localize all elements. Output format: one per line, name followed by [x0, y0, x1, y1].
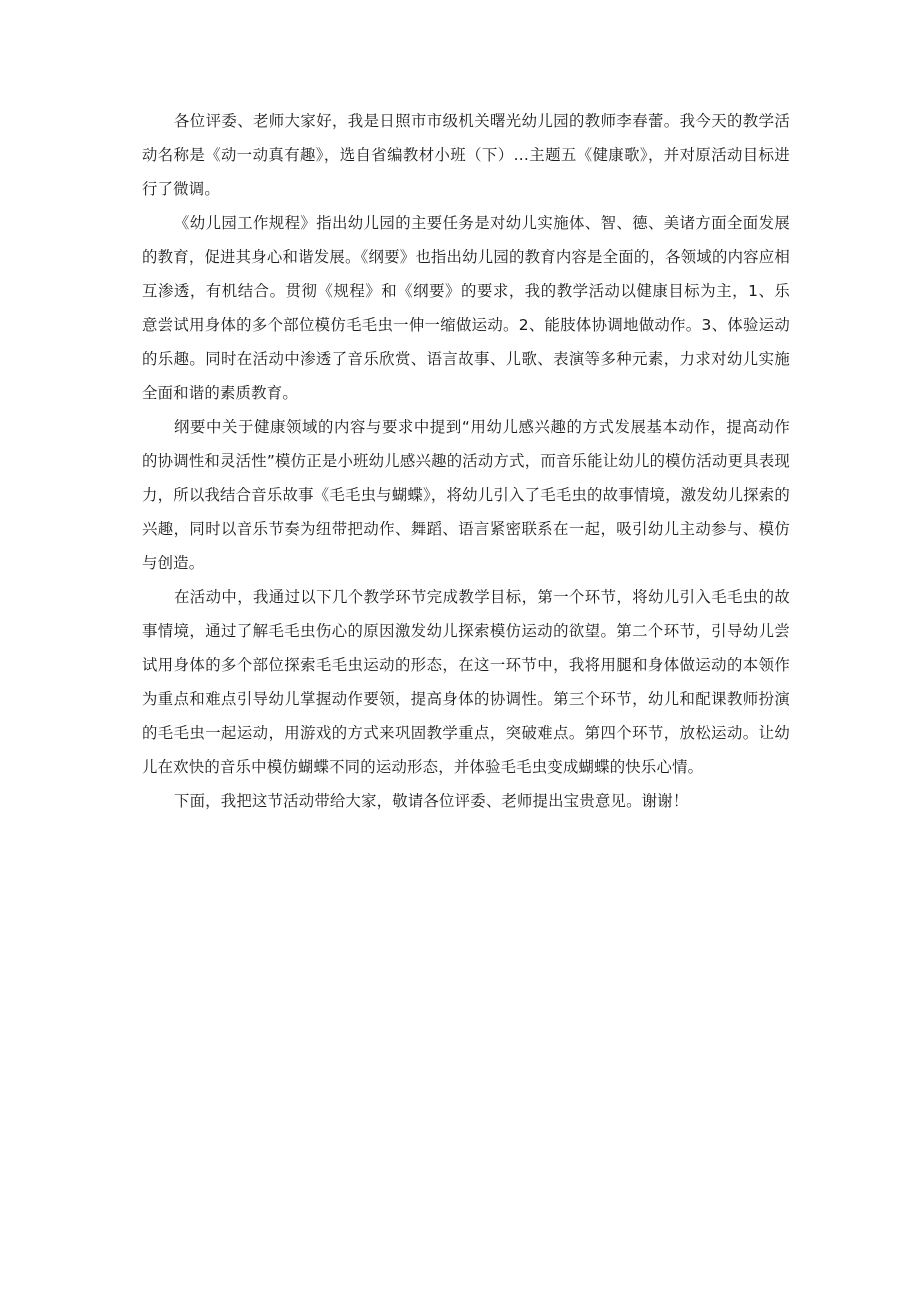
paragraph-health-domain: 纲要中关于健康领域的内容与要求中提到“用幼儿感兴趣的方式发展基本动作，提高动作的协调性和灵活性”模仿正是小班幼儿感兴趣的活动方式，而音乐能让幼儿的模仿活动更具表现力，所以我结合音乐故事《毛毛虫与蝴蝶》，将幼儿引入了毛毛虫的故事情境，激发幼儿探索的兴趣，同时以音乐节奏为纽带把动作、舞蹈、语言紧密联系在一起，吸引幼儿主动参与、模仿与创造。 — [142, 418, 790, 572]
paragraph-closing: 下面，我把这节活动带给大家，敬请各位评委、老师提出宝贵意见。谢谢！ — [174, 792, 689, 810]
document-body — [142, 104, 790, 818]
paragraph-greeting: 各位评委、老师大家好，我是日照市市级机关曙光幼儿园的教师李春蕾。我今天的教学活动名称是《动一动真有趣》，选自省编教材小班（下）…主题五《健康歌》，并对原活动目标进行了微调。 — [142, 112, 790, 198]
paragraph-regulations: 《幼儿园工作规程》指出幼儿园的主要任务是对幼儿实施体、智、德、美诸方面全面发展的教育，促进其身心和谐发展。《纲要》也指出幼儿园的教育内容是全面的，各领域的内容应相互渗透，有机结合。贯彻《规程》和《纲要》的要求，我的教学活动以健康目标为主，1、乐意尝试用身体的多个部位模仿毛毛虫一伸一缩做运动。2、能肢体协调地做动作。3、体验运动的乐趣。同时在活动中渗透了音乐欣赏、语言故事、儿歌、表演等多种元素，力求对幼儿实施全面和谐的素质教育。 — [142, 214, 790, 402]
paragraph-teaching-steps: 在活动中，我通过以下几个教学环节完成教学目标，第一个环节，将幼儿引入毛毛虫的故事情境，通过了解毛毛虫伤心的原因激发幼儿探索模仿运动的欲望。第二个环节，引导幼儿尝试用身体的多个部位探索毛毛虫运动的形态，在这一环节中，我将用腿和身体做运动的本领作为重点和难点引导幼儿掌握动作要领，提高身体的协调性。第三个环节，幼儿和配课教师扮演的毛毛虫一起运动，用游戏的方式来巩固教学重点，突破难点。第四个环节，放松运动。让幼儿在欢快的音乐中模仿蝴蝶不同的运动形态，并体验毛毛虫变成蝴蝶的快乐心情。 — [142, 588, 790, 776]
